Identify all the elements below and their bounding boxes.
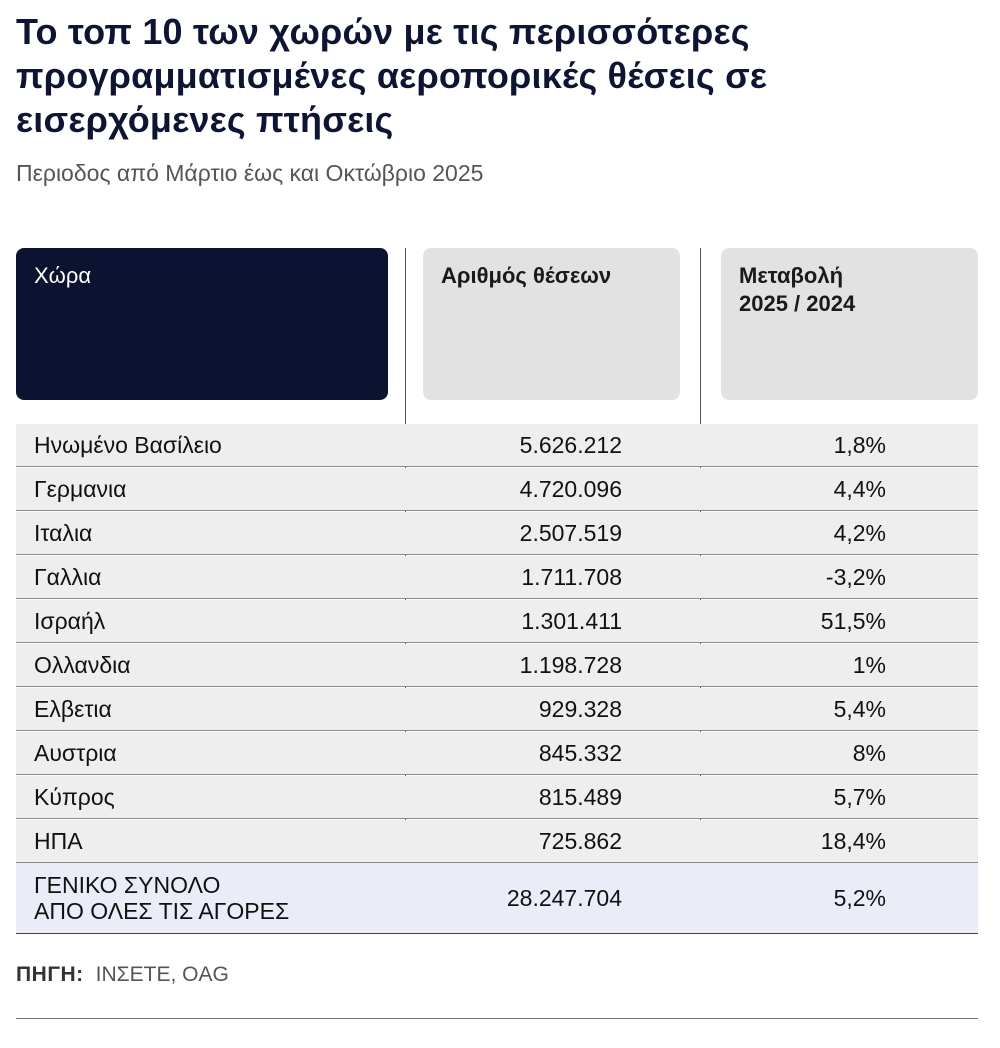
cell-country: Γαλλια — [34, 563, 102, 590]
cell-country: ΗΠΑ — [34, 827, 83, 854]
cell-change: 1,8% — [833, 431, 886, 458]
cell-change: 4,4% — [833, 475, 886, 502]
source-label: ΠΗΓΗ: — [16, 963, 84, 986]
column-header-country: Χώρα — [16, 248, 388, 400]
chart-title: Το τοπ 10 των χωρών με τις περισσότερες προγραμματισμένες αεροπορικές θέσεις σε εισερχόμενες πτήσεις — [16, 11, 768, 140]
table-row — [16, 732, 978, 775]
cell-country: Γερμανια — [34, 475, 127, 502]
data-table — [16, 248, 978, 933]
cell-seats: 725.862 — [538, 827, 622, 854]
cell-change: 18,4% — [820, 827, 886, 854]
table-row — [16, 688, 978, 731]
table-row — [16, 776, 978, 819]
cell-seats: 1.301.411 — [521, 607, 622, 634]
table-row — [16, 512, 978, 555]
table-row — [16, 556, 978, 599]
column-header-seats: Αριθμός θέσεων — [423, 248, 680, 400]
cell-seats: 929.328 — [538, 695, 622, 722]
column-header-change: Μεταβολή 2025 / 2024 — [721, 248, 978, 400]
cell-country: Ηνωμένο Βασίλειο — [34, 431, 222, 458]
cell-country: Ισραήλ — [34, 607, 106, 634]
cell-change: 8% — [852, 739, 886, 766]
table-row — [16, 600, 978, 643]
bottom-divider — [16, 1018, 978, 1019]
total-change: 5,2% — [833, 884, 886, 911]
cell-change: 1% — [852, 651, 886, 678]
cell-seats: 815.489 — [538, 783, 622, 810]
table-row — [16, 468, 978, 511]
cell-change: -3,2% — [825, 563, 886, 590]
cell-change: 5,7% — [833, 783, 886, 810]
cell-country: Κύπρος — [34, 783, 115, 810]
cell-seats: 845.332 — [538, 739, 622, 766]
cell-country: Ιταλια — [34, 519, 93, 546]
total-seats: 28.247.704 — [506, 884, 622, 911]
cell-seats: 4.720.096 — [519, 475, 622, 502]
chart-subtitle: Περιοδος από Μάρτιο έως και Οκτώβριο 2025 — [16, 160, 484, 186]
cell-change: 4,2% — [833, 519, 886, 546]
cell-seats: 5.626.212 — [519, 431, 622, 458]
cell-seats: 1.711.708 — [521, 563, 622, 590]
source-text: ΙΝΣΕΤΕ, OAG — [95, 963, 229, 986]
cell-change: 5,4% — [833, 695, 886, 722]
table-row — [16, 644, 978, 687]
table-row — [16, 424, 978, 467]
cell-country: Ελβετια — [34, 695, 112, 722]
cell-country: Ολλανδια — [34, 651, 131, 678]
total-country: ΓΕΝΙΚΟ ΣΥΝΟΛΟ ΑΠΟ ΟΛΕΣ ΤΙΣ ΑΓΟΡΕΣ — [34, 872, 290, 924]
cell-seats: 2.507.519 — [519, 519, 622, 546]
source-note — [16, 963, 229, 987]
table-total-row — [16, 863, 978, 934]
table-row — [16, 820, 978, 863]
cell-country: Αυστρια — [34, 739, 117, 766]
cell-seats: 1.198.728 — [519, 651, 622, 678]
cell-change: 51,5% — [820, 607, 886, 634]
